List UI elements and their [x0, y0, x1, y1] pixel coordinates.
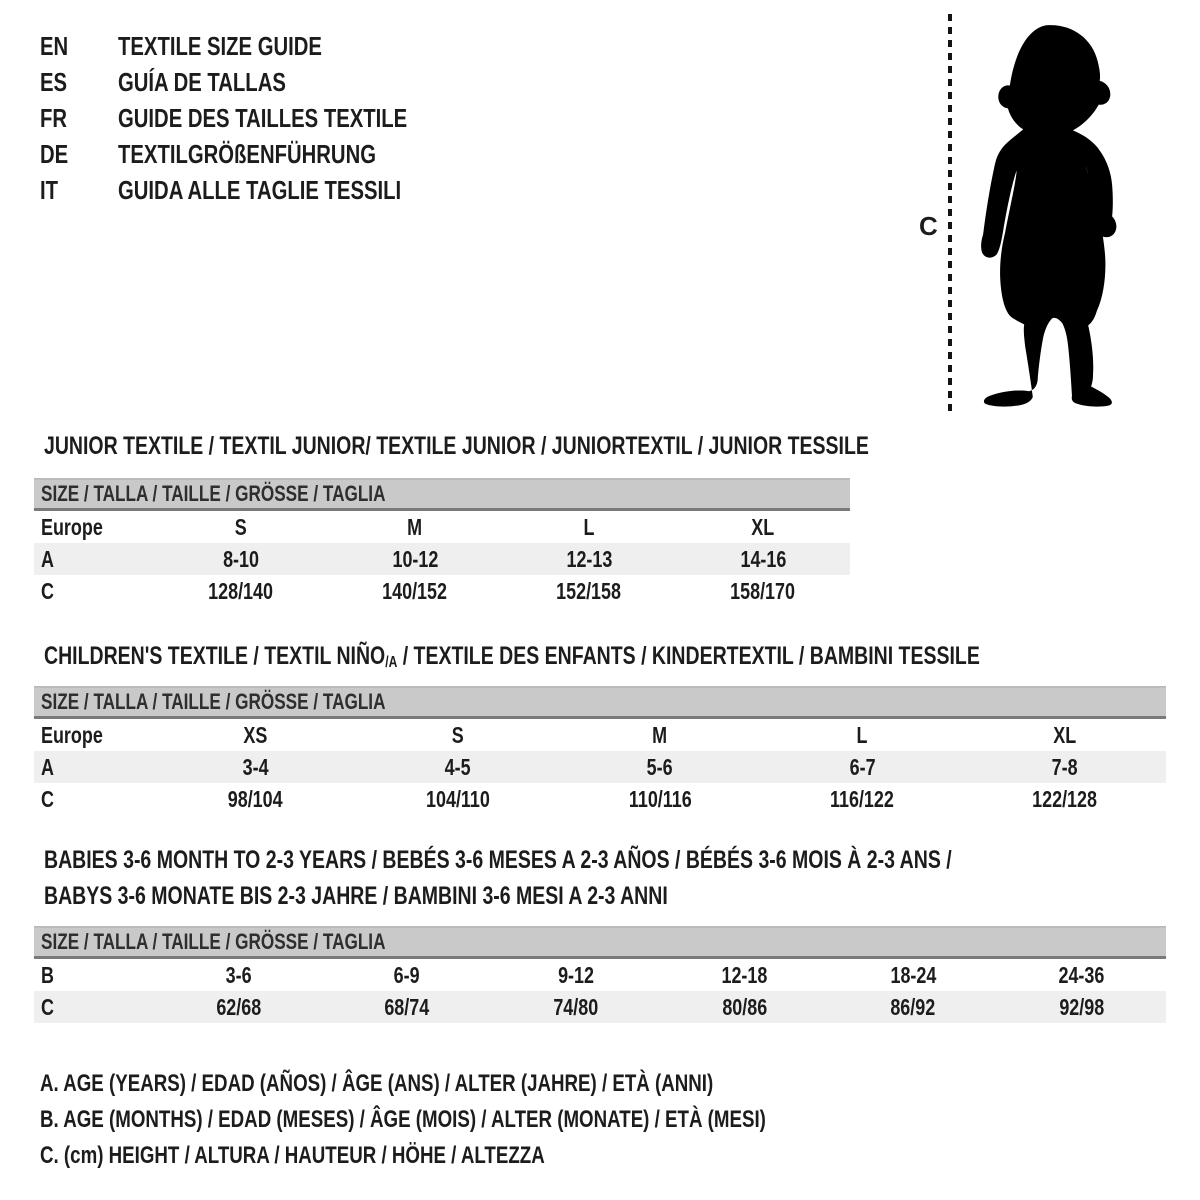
junior-size-m: M	[407, 513, 423, 540]
babies-height-col3: 74/80	[553, 993, 599, 1020]
babies-age-col4: 12-18	[721, 961, 768, 988]
junior-column-header-row	[34, 511, 850, 543]
toddler-silhouette-icon	[964, 15, 1136, 413]
junior-height-row	[34, 575, 850, 607]
children-height-m: 110/116	[628, 785, 692, 812]
language-code-de: DE	[40, 138, 69, 169]
babies-age-col2: 6-9	[394, 961, 420, 988]
junior-height-s: 128/140	[208, 577, 274, 604]
babies-height-col4: 80/86	[721, 993, 767, 1020]
junior-height-row-label: C	[41, 577, 54, 604]
children-height-l: 116/122	[830, 785, 895, 812]
children-age-m: 5-6	[647, 753, 673, 780]
language-row-fr	[40, 100, 489, 136]
junior-age-xl: 14-16	[740, 545, 786, 572]
children-height-xl: 122/128	[1032, 785, 1098, 812]
height-measure-label: C	[919, 211, 938, 241]
guide-title-en: TEXTILE SIZE GUIDE	[118, 30, 322, 61]
children-size-s: S	[451, 721, 464, 748]
junior-region-label: Europe	[41, 513, 103, 540]
height-dashed-line	[948, 14, 952, 414]
legend-line-a: A. AGE (YEARS) / EDAD (AÑOS) / ÂGE (ANS) / ALTER (JAHRE) / ETÀ (ANNI)	[40, 1070, 714, 1097]
junior-age-s: 8-10	[223, 545, 259, 572]
children-height-row	[34, 783, 1166, 815]
babies-height-row	[34, 991, 1166, 1023]
children-age-row	[34, 751, 1166, 783]
children-column-header-row	[34, 719, 1166, 751]
junior-section-heading: JUNIOR TEXTILE / TEXTIL JUNIOR/ TEXTILE JUNIOR / JUNIORTEXTIL / JUNIOR TESSILE	[44, 432, 869, 460]
children-size-xl: XL	[1053, 721, 1077, 748]
children-age-l: 6-7	[849, 753, 876, 780]
language-code-es: ES	[40, 66, 68, 97]
language-title-list	[40, 28, 489, 208]
children-region-label: Europe	[41, 721, 103, 748]
children-age-xs: 3-4	[242, 753, 269, 780]
children-age-s: 4-5	[444, 753, 471, 780]
children-section-heading: CHILDREN'S TEXTILE / TEXTIL NIÑO/A / TEXTILE DES ENFANTS / KINDERTEXTIL / BAMBINI TESSILE	[44, 642, 980, 671]
children-size-table	[34, 686, 1166, 815]
measurement-legend	[40, 1066, 971, 1174]
junior-age-row	[34, 543, 850, 575]
junior-age-m: 10-12	[392, 545, 438, 572]
guide-title-fr: GUIDE DES TAILLES TEXTILE	[118, 102, 408, 133]
babies-age-col1: 3-6	[225, 961, 252, 988]
babies-height-row-label: C	[41, 993, 54, 1020]
babies-age-col5: 18-24	[890, 961, 936, 988]
babies-section-heading: BABIES 3-6 MONTH TO 2-3 YEARS / BEBÉS 3-6 MESES A 2-3 AÑOS / BÉBÉS 3-6 MOIS À 2-3 ANS / BABYS 3-6 MONATE BIS 2-3 JAHRE / BAMBINI 3-6 MESI A 2-3 ANNI	[44, 846, 952, 910]
children-height-row-label: C	[41, 785, 54, 812]
junior-height-xl: 158/170	[730, 577, 796, 604]
babies-height-col2: 68/74	[384, 993, 430, 1020]
junior-height-l: 152/158	[556, 577, 622, 604]
children-age-xl: 7-8	[1051, 753, 1078, 780]
language-row-es	[40, 64, 489, 100]
junior-size-table	[34, 478, 850, 607]
junior-age-l: 12-13	[566, 545, 612, 572]
guide-title-it: GUIDA ALLE TAGLIE TESSILI	[118, 174, 402, 205]
junior-height-m: 140/152	[382, 577, 448, 604]
babies-size-table	[34, 926, 1166, 1023]
children-size-m: M	[652, 721, 668, 748]
guide-title-de: TEXTILGRÖßENFÜHRUNG	[118, 138, 376, 169]
junior-size-bar: SIZE / TALLA / TAILLE / GRÖSSE / TAGLIA	[34, 478, 850, 511]
junior-size-l: L	[583, 513, 595, 540]
language-code-fr: FR	[40, 102, 68, 133]
babies-age-col6: 24-36	[1058, 961, 1105, 988]
legend-line-b: B. AGE (MONTHS) / EDAD (MESES) / ÂGE (MOIS) / ALTER (MONATE) / ETÀ (MESI)	[40, 1106, 766, 1133]
language-row-it	[40, 172, 489, 208]
language-row-de	[40, 136, 489, 172]
language-code-it: IT	[40, 174, 59, 205]
babies-age-months-row	[34, 959, 1166, 991]
babies-age-row-label: B	[41, 961, 54, 988]
language-code-en: EN	[40, 30, 69, 61]
junior-size-xl: XL	[751, 513, 775, 540]
nino-a-subscript: /A	[385, 653, 398, 671]
babies-size-bar: SIZE / TALLA / TAILLE / GRÖSSE / TAGLIA	[34, 926, 1166, 959]
junior-size-s: S	[235, 513, 247, 540]
children-size-l: L	[856, 721, 868, 748]
babies-age-col3: 9-12	[557, 961, 594, 988]
legend-line-c: C. (cm) HEIGHT / ALTURA / HAUTEUR / HÖHE / ALTEZZA	[40, 1142, 545, 1169]
guide-title-es: GUÍA DE TALLAS	[118, 66, 286, 97]
children-height-xs: 98/104	[227, 785, 283, 812]
children-size-bar: SIZE / TALLA / TAILLE / GRÖSSE / TAGLIA	[34, 686, 1166, 719]
children-size-xs: XS	[243, 721, 268, 748]
children-height-s: 104/110	[425, 785, 490, 812]
babies-height-col1: 62/68	[215, 993, 261, 1020]
children-age-row-label: A	[41, 753, 54, 780]
junior-age-row-label: A	[41, 545, 54, 572]
language-row-en	[40, 28, 489, 64]
babies-height-col6: 92/98	[1059, 993, 1105, 1020]
babies-height-col5: 86/92	[890, 993, 936, 1020]
